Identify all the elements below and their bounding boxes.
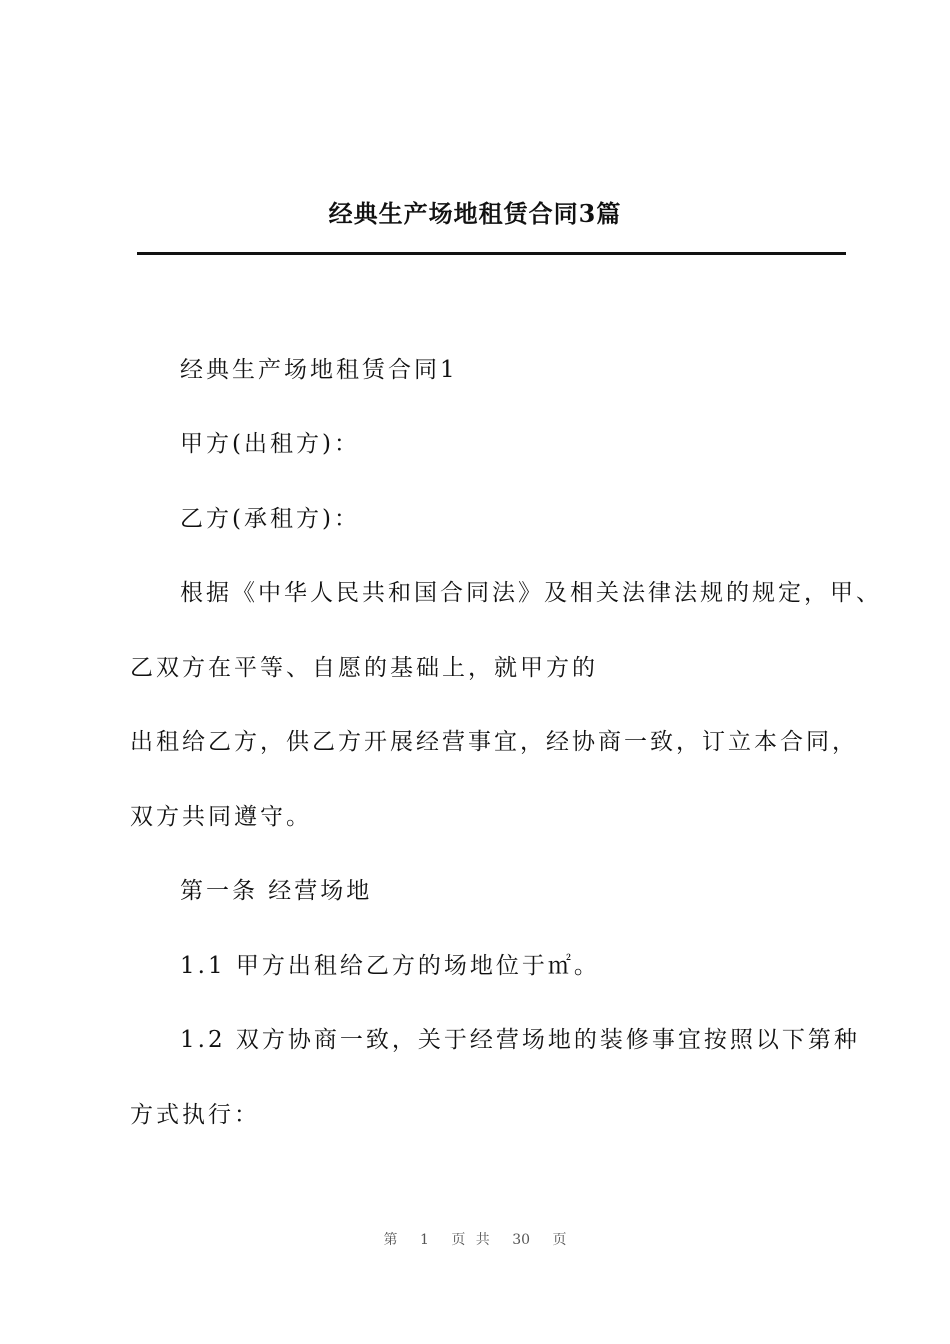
article-heading: 第一条 经营场地: [180, 878, 373, 904]
clause-line: 1.1 甲方出租给乙方的场地位于㎡。: [180, 953, 600, 979]
document-title: 经典生产场地租赁合同3篇: [328, 199, 622, 228]
paragraph-line: 乙双方在平等、自愿的基础上，就甲方的: [130, 655, 598, 681]
clause-line: 1.2 双方协商一致，关于经营场地的装修事宜按照以下第种: [180, 1027, 860, 1053]
page-footer: [0, 1228, 950, 1252]
contract-heading: 经典生产场地租赁合同1: [180, 357, 458, 383]
footer-page-number: 1: [419, 1232, 429, 1248]
footer-total-pages: 30: [512, 1232, 531, 1248]
paragraph-line: 根据《中华人民共和国合同法》及相关法律法规的规定，甲、: [180, 580, 882, 606]
clause-line: 方式执行：: [130, 1102, 260, 1128]
paragraph-line: 双方共同遵守。: [130, 804, 312, 830]
title-underline: [137, 252, 846, 255]
footer-suffix: 页: [552, 1232, 567, 1248]
footer-middle: 页 共: [451, 1232, 490, 1248]
party-a-line: 甲方(出租方)：: [180, 431, 360, 457]
footer-prefix: 第: [383, 1232, 398, 1248]
party-b-line: 乙方(承租方)：: [180, 506, 360, 532]
paragraph-line: 出租给乙方，供乙方开展经营事宜，经协商一致，订立本合同，: [130, 729, 858, 755]
